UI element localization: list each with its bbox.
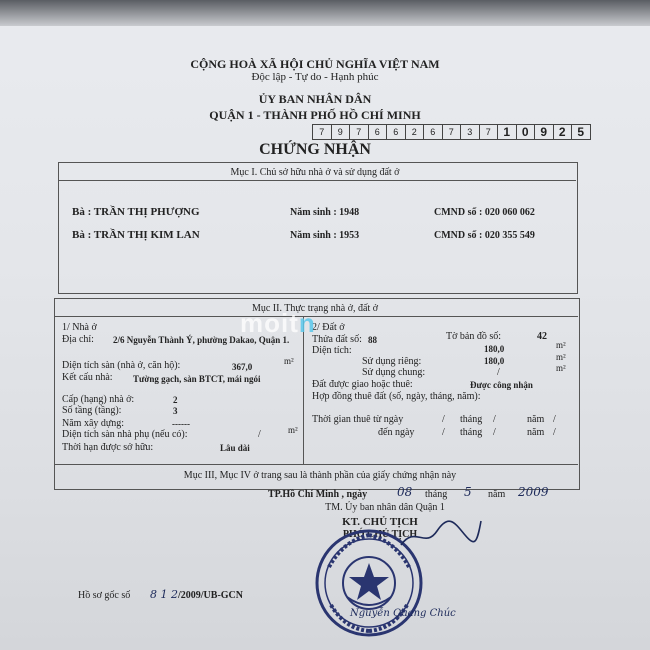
contract-label: Hợp đồng thuê đất (số, ngày, tháng, năm): [312, 391, 481, 402]
sign-year: 2009 [518, 485, 549, 499]
section1-box [58, 162, 578, 294]
file-number-label: Hồ sơ gốc số [78, 590, 131, 601]
section2-footer-rule [54, 464, 578, 465]
serial-digit: 7 [479, 124, 498, 140]
aux-area-value: / [258, 429, 261, 440]
land-area-label: Diện tích: [312, 345, 352, 356]
common-use-label: Sử dụng chung: [362, 367, 426, 378]
signer-name: Nguyễn Quang Chúc [350, 608, 456, 619]
year-built-label: Năm xây dựng: [62, 418, 125, 429]
owner1-id: CMND số : 020 060 062 [434, 207, 535, 218]
serial-digit: 5 [571, 124, 591, 140]
committee-signatory: TM. Ủy ban nhân dân Quận 1 [325, 502, 445, 513]
rent-to-month: / [493, 427, 496, 438]
floor-area-unit: m² [284, 356, 294, 366]
section2-rule [54, 316, 578, 317]
serial-digit: 9 [331, 124, 350, 140]
owner2-birth: Năm sinh : 1953 [290, 230, 360, 241]
rent-from-year-label: năm [527, 414, 545, 425]
serial-number [312, 124, 591, 140]
section1-rule [58, 180, 576, 181]
aux-area-label: Diện tích sàn nhà phụ (nếu có): [62, 429, 188, 440]
house-title: 1/ Nhà ở [62, 322, 97, 333]
serial-digit: 7 [349, 124, 368, 140]
grade-value: 2 [173, 395, 178, 405]
rent-from-day: / [442, 414, 445, 425]
floors-value: 3 [173, 406, 178, 416]
assigned-label: Đất được giao hoặc thuê: [312, 379, 413, 390]
floors-label: Số tầng (tầng): [62, 405, 122, 416]
watermark-logo [240, 308, 316, 339]
certificate-title: CHỨNG NHẬN [259, 141, 371, 158]
owner2-name: Bà : TRẦN THỊ KIM LAN [72, 229, 200, 241]
file-number-suffix: /2009/UB-GCN [178, 590, 243, 601]
footnote: Mục III, Mục IV ở trang sau là thành phần của giấy chứng nhận này [183, 470, 457, 481]
watermark-accent: n [298, 308, 316, 338]
assigned-value: Được công nhận [470, 380, 533, 390]
rent-to-day: / [442, 427, 445, 438]
grade-label: Cấp (hạng) nhà ở: [62, 394, 135, 405]
owner2-id: CMND số : 020 355 549 [434, 230, 535, 241]
land-area-value: 180,0 [484, 344, 505, 354]
map-label: Tờ bản đồ số: [446, 331, 502, 342]
motto: Độc lập - Tự do - Hạnh phúc [251, 71, 379, 83]
serial-digit: 6 [423, 124, 442, 140]
section2-heading: Mục II. Thực trạng nhà ở, đất ở [251, 303, 379, 314]
structure-value: Tường gạch, sàn BTCT, mái ngói [133, 374, 261, 384]
place-date: TP.Hồ Chí Minh , ngày [268, 489, 368, 500]
kt-chairman: KT. CHỦ TỊCH [342, 516, 418, 528]
plot-label: Thửa đất số: [312, 334, 362, 345]
district-heading: QUẬN 1 - THÀNH PHỐ HỒ CHÍ MINH [209, 108, 421, 122]
map-value: 42 [537, 331, 547, 342]
serial-digit: 2 [405, 124, 424, 140]
term-value: Lâu dài [220, 443, 250, 453]
private-use-unit: m² [556, 352, 566, 362]
serial-digit: 1 [497, 124, 516, 140]
sign-day: 08 [397, 485, 413, 499]
year-built-value: ------ [172, 419, 190, 429]
common-use-value: / [497, 367, 500, 378]
plot-value: 88 [368, 335, 377, 345]
rent-from-year: / [553, 414, 556, 425]
republic-heading: CỘNG HOÀ XÃ HỘI CHỦ NGHĨA VIỆT NAM [190, 57, 440, 71]
rent-to-year-label: năm [527, 427, 545, 438]
sign-month: 5 [464, 485, 472, 499]
private-use-label: Sử dụng riêng: [362, 356, 422, 367]
aux-area-unit: m² [288, 425, 298, 435]
owner1-birth: Năm sinh : 1948 [290, 207, 360, 218]
sign-month-label: tháng [425, 489, 448, 500]
serial-digit: 7 [312, 124, 331, 140]
floor-area-value: 367,0 [232, 362, 253, 372]
serial-digit: 3 [460, 124, 479, 140]
address-label: Địa chỉ: [62, 334, 94, 345]
sign-year-label: năm [488, 489, 506, 500]
serial-digit: 7 [442, 124, 461, 140]
rent-to-year: / [553, 427, 556, 438]
owner1-name: Bà : TRẦN THỊ PHƯỢNG [72, 206, 200, 218]
vice-chairman: PHÓ CHỦ TỊCH [342, 529, 418, 540]
rent-from-label: Thời gian thuê từ ngày [312, 414, 404, 425]
serial-digit: 6 [386, 124, 405, 140]
file-number-handwritten: 8 1 2 [150, 588, 178, 601]
land-title: 2/ Đất ở [312, 322, 345, 333]
rent-to-label: đến ngày [378, 427, 415, 438]
serial-digit: 9 [534, 124, 553, 140]
serial-digit: 0 [516, 124, 535, 140]
address-value: 2/6 Nguyễn Thành Ý, phường Dakao, Quận 1. [113, 335, 290, 345]
signature-scribble [395, 515, 485, 555]
structure-label: Kết cấu nhà: [62, 372, 113, 383]
rent-from-month: / [493, 414, 496, 425]
page-top-shadow [0, 0, 650, 26]
floor-area-label: Diện tích sàn (nhà ở, căn hộ): [62, 360, 181, 371]
watermark-text: moit [240, 308, 299, 338]
rent-to-month-label: tháng [460, 427, 483, 438]
term-label: Thời hạn được sở hữu: [62, 442, 154, 453]
committee-heading: ỦY BAN NHÂN DÂN [258, 92, 372, 106]
private-use-value: 180,0 [484, 356, 505, 366]
land-area-unit: m² [556, 340, 566, 350]
rent-from-month-label: tháng [460, 414, 483, 425]
serial-digit: 2 [553, 124, 572, 140]
section1-heading: Mục I. Chủ sở hữu nhà ở và sử dụng đất ở [230, 167, 400, 178]
common-use-unit: m² [556, 363, 566, 373]
serial-digit: 6 [368, 124, 387, 140]
